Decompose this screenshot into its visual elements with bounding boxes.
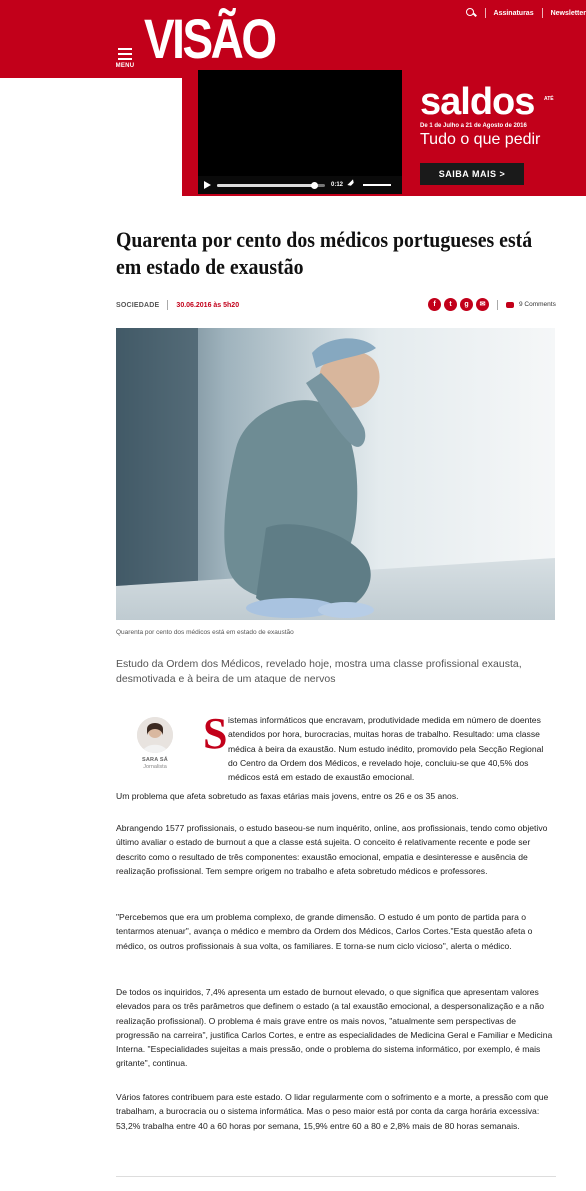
- facebook-icon[interactable]: f: [428, 298, 441, 311]
- ad-video-player[interactable]: [198, 70, 402, 194]
- ad-dates: De 1 de Julho a 21 de Agosto de 2016: [420, 123, 527, 129]
- top-links: [465, 6, 586, 20]
- mute-icon[interactable]: [347, 179, 358, 190]
- paragraph-2: Abrangendo 1577 profissionais, o estudo baseou-se num inquérito, online, aos profissionais, tendo como objetivo último avaliar o estado de burnout a que a classe está sujeita. O conceito é relativamente recente e pode ser descrito como o resultado de três componentes: exaustão emocional, empatia e desinteresse e ausência de realização profissional. Tem sempre origem no trabalho e afeta sobretudo médicos e professores.: [116, 823, 548, 876]
- article-meta: [116, 300, 239, 310]
- hamburger-icon: [118, 48, 132, 60]
- email-icon[interactable]: ✉: [476, 298, 489, 311]
- google-plus-icon[interactable]: g: [460, 298, 473, 311]
- volume-slider[interactable]: [363, 184, 391, 186]
- author-name: SARA SÁ: [142, 757, 168, 763]
- divider: [116, 1176, 556, 1177]
- site-header: [0, 0, 586, 78]
- section-link[interactable]: SOCIEDADE: [116, 301, 160, 309]
- divider: [542, 8, 543, 18]
- article-lead: Estudo da Ordem dos Médicos, revelado hoje, mostra uma classe profissional exausta, desmotivada e à beira de um ataque de nervos: [116, 658, 522, 685]
- author-role: Jornalista: [143, 764, 167, 770]
- progress-knob[interactable]: [311, 182, 318, 189]
- hero-image: [116, 328, 555, 620]
- article-title: Quarenta por cento dos médicos portugueses está em estado de exaustão: [116, 227, 533, 279]
- site-logo[interactable]: VISÃO: [144, 7, 275, 70]
- comment-icon[interactable]: [506, 302, 514, 308]
- ad-banner[interactable]: [182, 70, 586, 196]
- video-controls: [198, 176, 402, 194]
- ad-small-text: ATÉ: [544, 96, 554, 102]
- paragraph-3: "Percebemos que era um problema complexo, de grande dimensão. O estudo é um ponto de partida para o tentarmos atenuar", avança o médico e membro da Ordem dos Médicos, Carlos Cortes."Esta questão afeta o médico, os outros profissionais à sua volta, os familiares. E torna-se num ciclo vicioso", alerta o médico.: [116, 912, 533, 951]
- image-caption: Quarenta por cento dos médicos está em estado de exaustão: [116, 629, 294, 636]
- paragraph-1-part-1: istemas informáticos que encravam, produtividade medida em número de doentes atendidos por hora, burocracias, muitas horas de trabalho. Resultado: uma classe médica à beira da exaustão. Num estudo inédito, promovido pela Secção Regional do Centro da Ordem dos Médicos, e revelado hoje, concluiu-se que 40,5% dos médicos está em estado de exaustão emocional.: [228, 715, 544, 783]
- subscriptions-link[interactable]: Assinaturas: [493, 9, 534, 17]
- play-icon[interactable]: [204, 181, 211, 189]
- progress-fill: [217, 184, 314, 187]
- paragraph-5: Vários fatores contribuem para este estado. O lidar regularmente com o sofrimento e a morte, a pressão com que trabalham, a burocracia ou o sistema informática. Mas o peso maior está por conta da carga horária excessiva: 53,2% trabalha entre 40 a 60 horas por semana, 15,9% entre 60 a 80 e 2,8% mais de 80 horas semanais.: [116, 1092, 549, 1131]
- menu-label: MENU: [115, 63, 135, 69]
- search-icon[interactable]: [465, 7, 477, 19]
- video-progress-bar[interactable]: [217, 184, 325, 187]
- newsletter-link[interactable]: Newsletter: [550, 9, 586, 17]
- menu-button[interactable]: [112, 48, 138, 74]
- ad-title: saldos: [420, 81, 535, 123]
- paragraph-1-part-2: Um problema que afeta sobretudo as faxas etárias mais jovens, entre os 26 e os 35 anos.: [116, 791, 459, 801]
- comments-link[interactable]: 9 Comments: [519, 301, 556, 308]
- author-box[interactable]: [136, 717, 174, 770]
- video-time: 0:12: [331, 182, 344, 188]
- ad-cta-button[interactable]: SAIBA MAIS >: [420, 163, 524, 185]
- divider: [497, 300, 498, 310]
- ad-tagline: Tudo o que pedir: [420, 131, 541, 148]
- ad-copy: [420, 81, 586, 185]
- divider: [485, 8, 486, 18]
- share-bar: [428, 298, 556, 311]
- publish-date: 30.06.2016 às 5h20: [176, 301, 240, 309]
- avatar: [137, 717, 173, 753]
- drop-cap: S: [203, 709, 228, 758]
- paragraph-4: De todos os inquiridos, 7,4% apresenta um estado de burnout elevado, o que significa que apresentam valores elevados para os três parâmetros que definem o estado (a tal exaustão emocional, a despersonalização e a não realização profissional). O problema é mais grave entre os mais novos, "atualmente sem perspectivas de progressão na carreira", justifica Carlos Cortes, e entre as especialidades de Medicina Geral e Familiar e Medicina Interna. "Especialidades sujeitas a mais pressão, onde o problema do sistema informático, por exemplo, é mais gritante", continua.: [116, 987, 553, 1069]
- twitter-icon[interactable]: t: [444, 298, 457, 311]
- divider: [167, 300, 168, 310]
